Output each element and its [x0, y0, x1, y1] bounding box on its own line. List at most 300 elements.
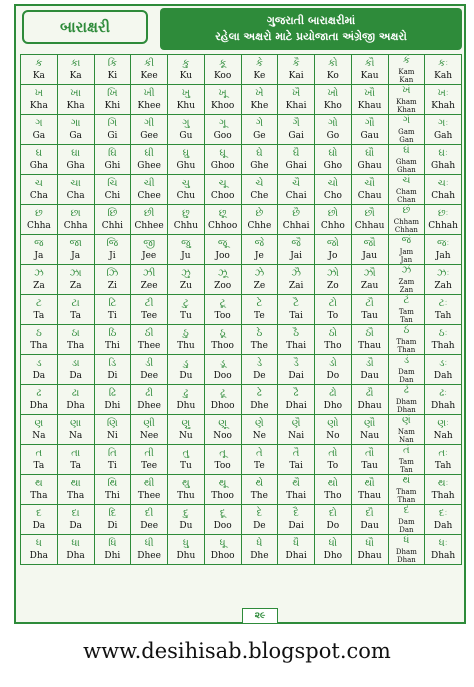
table-cell [278, 445, 315, 475]
english-transliteration: Jai [290, 250, 303, 261]
gujarati-syllable: થં [402, 475, 411, 486]
header [16, 6, 464, 54]
table-cell [204, 55, 241, 85]
gujarati-syllable: ઢે [256, 387, 262, 399]
gujarati-syllable: ઘે [256, 147, 263, 159]
english-transliteration: Koo [213, 70, 232, 81]
english-transliteration: Tau [361, 460, 378, 471]
english-transliteration: Khi [104, 100, 121, 111]
gujarati-syllable: જા [69, 237, 82, 249]
table-cell [425, 445, 462, 475]
table-cell [21, 175, 58, 205]
english-transliteration: Thee [137, 340, 161, 351]
english-transliteration: Cha [66, 190, 85, 201]
gujarati-syllable: ધૌ [365, 537, 374, 549]
gujarati-syllable: છુ [182, 207, 190, 219]
gujarati-syllable: ડો [328, 357, 337, 369]
table-cell [168, 505, 205, 535]
gujarati-syllable: ઝો [326, 267, 339, 279]
table-cell [241, 535, 278, 565]
gujarati-syllable: ચી [143, 177, 155, 189]
gujarati-syllable: છી [143, 207, 155, 219]
gujarati-syllable: જે [254, 237, 265, 249]
table-row [21, 535, 462, 565]
table-cell [131, 85, 168, 115]
table-cell [204, 85, 241, 115]
gujarati-syllable: ડુ [183, 357, 189, 369]
table-cell [351, 385, 388, 415]
english-transliteration: Tai [289, 310, 303, 321]
english-transliteration: Dee [140, 520, 159, 531]
gujarati-syllable: ગુ [182, 117, 190, 129]
gujarati-syllable: દઃ [438, 507, 448, 519]
table-cell [21, 445, 58, 475]
table-cell [425, 85, 462, 115]
english-transliteration: Thau [358, 340, 382, 351]
english-transliteration: Dhu [176, 550, 196, 561]
table-cell [351, 55, 388, 85]
gujarati-syllable: ડિ [108, 357, 117, 369]
table-cell [204, 235, 241, 265]
table-cell [351, 115, 388, 145]
english-transliteration: Dha [66, 400, 85, 411]
english-transliteration: Du [179, 520, 193, 531]
gujarati-syllable: કે [255, 57, 263, 69]
english-transliteration: Tha [67, 490, 85, 501]
english-transliteration: Thau [358, 490, 382, 501]
english-transliteration: Khu [176, 100, 196, 111]
gujarati-syllable: ઠુ [182, 327, 189, 339]
english-transliteration: Dai [288, 370, 304, 381]
table-cell [131, 535, 168, 565]
gujarati-syllable: જં [401, 235, 412, 246]
gujarati-syllable: ચૂ [218, 177, 227, 189]
gujarati-syllable: ઢૂ [220, 387, 226, 399]
gujarati-syllable: જૌ [363, 237, 376, 249]
english-transliteration: Ghah [431, 160, 456, 171]
gujarati-syllable: ખા [70, 87, 81, 99]
footer-url: www.desihisab.blogspot.com [83, 639, 391, 663]
table-cell [278, 475, 315, 505]
gujarati-syllable: ગો [327, 117, 338, 129]
table-cell [57, 295, 94, 325]
table-cell [351, 355, 388, 385]
gujarati-syllable: ટિ [108, 297, 117, 309]
english-transliteration: Thai [286, 340, 307, 351]
table-cell [131, 235, 168, 265]
table-cell [94, 265, 131, 295]
english-transliteration: Jah [435, 250, 451, 261]
english-transliteration: Di [107, 520, 118, 531]
english-transliteration: Thah [431, 490, 455, 501]
table-cell [315, 295, 352, 325]
gujarati-syllable: તુ [182, 447, 190, 459]
english-transliteration: Dhoo [210, 550, 235, 561]
english-transliteration: Nai [288, 430, 305, 441]
english-transliteration: Jo [328, 250, 338, 261]
english-transliteration: Dham Dhan [395, 398, 417, 414]
english-transliteration: Khah [431, 100, 455, 111]
table-cell [388, 415, 425, 445]
gujarati-syllable: ઘ [35, 147, 43, 159]
english-transliteration: Dhoo [210, 400, 235, 411]
table-cell [94, 175, 131, 205]
gujarati-syllable: ખિ [107, 87, 118, 99]
table-cell [241, 175, 278, 205]
table-cell [241, 415, 278, 445]
english-transliteration: Ghoo [210, 160, 235, 171]
english-transliteration: Kha [66, 100, 85, 111]
table-cell [315, 55, 352, 85]
table-row [21, 205, 462, 235]
english-transliteration: Dhau [357, 550, 382, 561]
table-cell [57, 85, 94, 115]
table-row [21, 115, 462, 145]
table-cell [315, 475, 352, 505]
english-transliteration: Dha [29, 400, 49, 411]
gujarati-syllable: કં [402, 55, 410, 66]
table-cell [131, 115, 168, 145]
english-transliteration: Kee [140, 70, 158, 81]
table-cell [168, 115, 205, 145]
gujarati-syllable: ઘા [71, 147, 81, 159]
gujarati-syllable: ઠૂ [219, 327, 226, 339]
gujarati-syllable: ણે [255, 417, 264, 429]
gujarati-syllable: ઘો [328, 147, 338, 159]
english-transliteration: Zai [288, 280, 304, 291]
english-transliteration: Dah [433, 520, 453, 531]
english-transliteration: Gau [360, 130, 379, 141]
table-cell [131, 205, 168, 235]
gujarati-syllable: ટં [403, 295, 410, 306]
english-transliteration: Khau [357, 100, 382, 111]
english-transliteration: Che [250, 190, 269, 201]
english-transliteration: Gham Ghan [395, 158, 417, 174]
english-transliteration: Doo [213, 520, 232, 531]
table-cell [351, 85, 388, 115]
gujarati-syllable: ગિ [107, 117, 118, 129]
table-cell [278, 235, 315, 265]
gujarati-syllable: છો [327, 207, 338, 219]
table-cell [351, 235, 388, 265]
table-row [21, 85, 462, 115]
table-row [21, 385, 462, 415]
page-number: ૨૯ [242, 608, 278, 624]
table-cell [21, 235, 58, 265]
gujarati-syllable: ગે [255, 117, 264, 129]
table-cell [388, 325, 425, 355]
gujarati-syllable: દૈ [293, 507, 299, 519]
gujarati-syllable: ટૌ [365, 297, 374, 309]
table-cell [315, 505, 352, 535]
table-cell [315, 265, 352, 295]
table-cell [21, 355, 58, 385]
english-transliteration: Khe [250, 100, 269, 111]
table-cell [131, 295, 168, 325]
table-cell [168, 145, 205, 175]
table-cell [94, 325, 131, 355]
english-transliteration: Da [32, 520, 46, 531]
gujarati-syllable: ચો [327, 177, 339, 189]
english-transliteration: Ku [179, 70, 193, 81]
gujarati-syllable: ઢિ [108, 387, 116, 399]
gujarati-syllable: ડા [71, 357, 80, 369]
table-cell [131, 175, 168, 205]
table-cell [204, 355, 241, 385]
table-cell [241, 445, 278, 475]
gujarati-syllable: ખે [255, 87, 264, 99]
table-cell [351, 205, 388, 235]
english-transliteration: Di [107, 370, 118, 381]
english-transliteration: Ghee [137, 160, 161, 171]
table-cell [57, 175, 94, 205]
gujarati-syllable: ઢઃ [439, 387, 448, 399]
english-transliteration: Thi [105, 490, 120, 501]
english-transliteration: Ghi [104, 160, 121, 171]
english-transliteration: The [250, 490, 268, 501]
english-transliteration: To [327, 310, 339, 321]
table-cell [425, 235, 462, 265]
english-transliteration: Chhe [247, 220, 272, 231]
english-transliteration: Kho [323, 100, 342, 111]
gujarati-syllable: ઢા [71, 387, 80, 399]
english-transliteration: Nee [139, 430, 159, 441]
table-cell [94, 505, 131, 535]
english-transliteration: Chu [176, 190, 196, 201]
table-cell [57, 415, 94, 445]
gujarati-syllable: ડૈ [293, 357, 299, 369]
table-row [21, 355, 462, 385]
gujarati-syllable: ધે [256, 537, 263, 549]
gujarati-syllable: તૂ [219, 447, 226, 459]
gujarati-syllable: કી [144, 57, 155, 69]
english-transliteration: Dee [140, 370, 159, 381]
english-transliteration: Je [254, 250, 264, 261]
gujarati-syllable: દૂ [219, 507, 226, 519]
english-transliteration: Ge [253, 130, 266, 141]
gujarati-syllable: થૈ [292, 477, 300, 489]
table-cell [388, 445, 425, 475]
gujarati-syllable: ડી [144, 357, 154, 369]
gujarati-syllable: જઃ [436, 237, 450, 249]
table-cell [94, 235, 131, 265]
english-transliteration: Thai [286, 490, 307, 501]
table-cell [21, 295, 58, 325]
english-transliteration: Ju [181, 250, 191, 261]
gujarati-syllable: ઘૂ [219, 147, 226, 159]
english-transliteration: Dhah [431, 550, 456, 561]
table-cell [204, 535, 241, 565]
table-cell [21, 505, 58, 535]
english-transliteration: Thoo [211, 340, 234, 351]
table-row [21, 145, 462, 175]
english-transliteration: Da [69, 370, 82, 381]
table-cell [21, 145, 58, 175]
english-transliteration: Ghai [285, 160, 307, 171]
english-transliteration: Gee [140, 130, 159, 141]
english-transliteration: Dho [323, 550, 343, 561]
table-cell [241, 145, 278, 175]
english-transliteration: Dhah [431, 400, 456, 411]
english-transliteration: Do [326, 370, 340, 381]
english-transliteration: Gai [288, 130, 304, 141]
gujarati-syllable: તા [71, 447, 81, 459]
table-cell [278, 325, 315, 355]
english-transliteration: Ze [253, 280, 266, 291]
english-transliteration: Cha [29, 190, 48, 201]
gujarati-syllable: જુ [181, 237, 191, 249]
gujarati-syllable: છઃ [437, 207, 449, 219]
gujarati-syllable: ઝ [34, 267, 44, 279]
gujarati-syllable: ચૌ [364, 177, 375, 189]
table-cell [168, 445, 205, 475]
english-transliteration: Dha [29, 550, 49, 561]
english-transliteration: De [253, 520, 266, 531]
gujarati-syllable: ખૈ [292, 87, 301, 99]
english-transliteration: Too [214, 460, 231, 471]
english-transliteration: Thu [177, 340, 195, 351]
english-transliteration: Gi [107, 130, 118, 141]
table-cell [94, 85, 131, 115]
gujarati-syllable: ચે [255, 177, 264, 189]
english-transliteration: The [250, 340, 268, 351]
gujarati-syllable: ધ [35, 537, 42, 549]
table-cell [204, 415, 241, 445]
table-cell [315, 85, 352, 115]
gujarati-syllable: દે [256, 507, 263, 519]
gujarati-syllable: ગા [70, 117, 81, 129]
table-cell [131, 475, 168, 505]
english-transliteration: Khai [285, 100, 307, 111]
english-transliteration: Ta [33, 310, 45, 321]
table-cell [94, 475, 131, 505]
barakshari-table [20, 54, 462, 565]
table-cell [131, 355, 168, 385]
gujarati-syllable: ણિ [106, 417, 118, 429]
gujarati-syllable: ઠૌ [365, 327, 374, 339]
gujarati-syllable: થુ [182, 477, 190, 489]
english-transliteration: Za [33, 280, 45, 291]
table-cell [168, 475, 205, 505]
english-transliteration: No [326, 430, 340, 441]
gujarati-syllable: ઝા [69, 267, 82, 279]
gujarati-syllable: ધઃ [438, 537, 448, 549]
gujarati-syllable: કો [328, 57, 338, 69]
english-transliteration: Na [32, 430, 46, 441]
english-transliteration: Tee [141, 460, 158, 471]
table-cell [425, 55, 462, 85]
english-transliteration: Joo [215, 250, 230, 261]
gujarati-syllable: ગઃ [438, 117, 449, 129]
gujarati-syllable: તં [403, 445, 410, 456]
english-transliteration: Chhau [354, 220, 385, 231]
gujarati-syllable: ગં [402, 115, 411, 126]
table-cell [425, 115, 462, 145]
table-cell [21, 85, 58, 115]
gujarati-syllable: તે [256, 447, 263, 459]
table-cell [315, 205, 352, 235]
table-cell [168, 205, 205, 235]
english-transliteration: Dhee [137, 550, 161, 561]
english-transliteration: Tha [30, 490, 48, 501]
english-transliteration: Thi [105, 340, 120, 351]
gujarati-syllable: ખૌ [364, 87, 376, 99]
table-cell [388, 85, 425, 115]
gujarati-syllable: ટૂ [219, 297, 226, 309]
gujarati-syllable: ડઃ [438, 357, 448, 369]
table-cell [278, 295, 315, 325]
table-cell [241, 265, 278, 295]
gujarati-syllable: ચ [34, 177, 43, 189]
subtitle-line-1: ગુજરાતી બારાક્ષરીમાં [266, 14, 356, 27]
gujarati-syllable: ઝૈ [291, 267, 301, 279]
gujarati-syllable: ઢો [329, 387, 337, 399]
english-transliteration: Ghe [250, 160, 269, 171]
table-cell [425, 205, 462, 235]
gujarati-syllable: ગૈ [292, 117, 300, 129]
table-cell [57, 205, 94, 235]
table-cell [425, 325, 462, 355]
table-cell [204, 385, 241, 415]
table-cell [204, 175, 241, 205]
gujarati-syllable: તૌ [365, 447, 375, 459]
english-transliteration: Ne [252, 430, 266, 441]
english-transliteration: Zi [107, 280, 117, 291]
table-cell [241, 235, 278, 265]
english-transliteration: Ji [109, 250, 116, 261]
table-row [21, 445, 462, 475]
table-cell [168, 295, 205, 325]
table-cell [168, 55, 205, 85]
table-cell [21, 385, 58, 415]
english-transliteration: Tau [361, 310, 378, 321]
english-transliteration: Ghu [176, 160, 196, 171]
subtitle-line-2: રહેલા અક્ષરો માટે પ્રયોજાતા અંગ્રેજી અક્ષરો [215, 30, 407, 43]
english-transliteration: Ta [70, 310, 81, 321]
table-cell [315, 235, 352, 265]
gujarati-syllable: થૌ [364, 477, 375, 489]
table-cell [278, 535, 315, 565]
table-cell [204, 445, 241, 475]
english-transliteration: Dai [288, 520, 304, 531]
english-transliteration: Chhoo [207, 220, 238, 231]
english-transliteration: Nah [433, 430, 453, 441]
table-row [21, 325, 462, 355]
english-transliteration: Dham Dhan [395, 548, 417, 564]
table-cell [94, 415, 131, 445]
table-cell [388, 295, 425, 325]
english-transliteration: Ka [69, 70, 82, 81]
table-cell [351, 295, 388, 325]
gujarati-syllable: ઢુ [183, 387, 189, 399]
english-transliteration: Thah [431, 340, 455, 351]
gujarati-syllable: ણુ [181, 417, 191, 429]
table-cell [57, 265, 94, 295]
table-cell [57, 145, 94, 175]
table-cell [315, 325, 352, 355]
gujarati-syllable: ગી [144, 117, 155, 129]
gujarati-syllable: ત [35, 447, 43, 459]
gujarati-syllable: ચા [70, 177, 81, 189]
gujarati-syllable: ઝી [142, 267, 156, 279]
table-cell [278, 55, 315, 85]
gujarati-syllable: ડે [256, 357, 263, 369]
gujarati-syllable: ણૈ [291, 417, 301, 429]
table-cell [425, 295, 462, 325]
table-cell [57, 535, 94, 565]
english-transliteration: Chho [320, 220, 345, 231]
table-cell [278, 85, 315, 115]
